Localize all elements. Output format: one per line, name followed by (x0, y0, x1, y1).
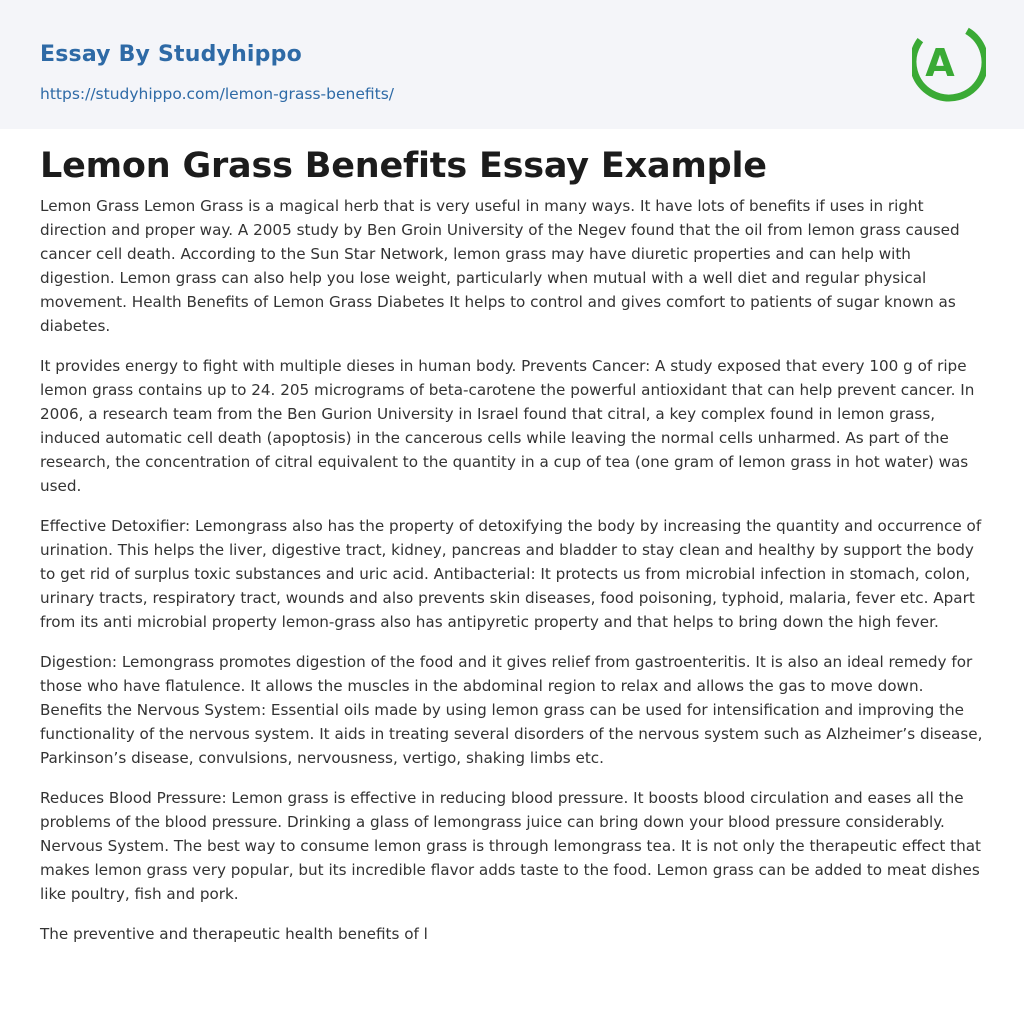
essay-paragraph: Effective Detoxifier: Lemongrass also has the property of detoxifying the body by increasing the quantity and occurrence of urination. This helps the liver, digestive tract, kidney, pancreas and bladder to stay clean and healthy by support the body to get rid of surplus toxic substances and uric acid. Antibacterial: It protects us from microbial infection in stomach, colon, urinary tracts, respiratory tract, wounds and also prevents skin diseases, food poisoning, typhoid, malaria, fever etc. Apart from its anti microbial property lemon-grass also has antipyretic property and that helps to bring down the high fever. (40, 517, 982, 631)
essay-body (40, 194, 986, 962)
essay-title: Lemon Grass Benefits Essay Example (40, 146, 767, 186)
brand-name[interactable]: Essay By Studyhippo (40, 42, 302, 67)
site-header (0, 0, 1024, 129)
essay-paragraph: The preventive and therapeutic health benefits of l (40, 925, 428, 943)
page-url-link[interactable]: https://studyhippo.com/lemon-grass-benefits/ (40, 85, 394, 103)
essay-paragraph: It provides energy to fight with multiple dieses in human body. Prevents Cancer: A study exposed that every 100 g of ripe lemon grass contains up to 24. 205 micrograms of beta-carotene the powerful antioxidant that can help prevent cancer. In 2006, a research team from the Ben Gurion University in Israel found that citral, a key complex found in lemon grass, induced automatic cell death (apoptosis) in the cancerous cells while leaving the normal cells unharmed. As part of the research, the concentration of citral equivalent to the quantity in a cup of tea (one gram of lemon grass in hot water) was used. (40, 357, 975, 495)
essay-paragraph: Digestion: Lemongrass promotes digestion of the food and it gives relief from gastroenteritis. It is also an ideal remedy for those who have flatulence. It allows the muscles in the abdominal region to relax and allows the gas to move down. Benefits the Nervous System: Essential oils made by using lemon grass can be used for intensification and improving the functionality of the nervous system. It aids in treating several disorders of the nervous system such as Alzheimer’s disease, Parkinson’s disease, convulsions, nervousness, vertigo, shaking limbs etc. (40, 653, 983, 767)
svg-text:A: A (925, 41, 955, 85)
essay-paragraph: Lemon Grass Lemon Grass is a magical herb that is very useful in many ways. It have lots of benefits if uses in right direction and proper way. A 2005 study by Ben Groin University of the Negev found that the oil from lemon grass caused cancer cell death. According to the Sun Star Network, lemon grass may have diuretic properties and can help with digestion. Lemon grass can also help you lose weight, particularly when mutual with a well diet and regular physical movement. Health Benefits of Lemon Grass Diabetes It helps to control and gives comfort to patients of sugar known as diabetes. (40, 197, 960, 335)
studyhippo-logo-icon[interactable] (912, 19, 986, 105)
essay-paragraph: Reduces Blood Pressure: Lemon grass is effective in reducing blood pressure. It boosts blood circulation and eases all the problems of the blood pressure. Drinking a glass of lemongrass juice can bring down your blood pressure considerably. Nervous System. The best way to consume lemon grass is through lemongrass tea. It is not only the therapeutic effect that makes lemon grass very popular, but its incredible flavor adds taste to the food. Lemon grass can be added to meat dishes like poultry, fish and pork. (40, 789, 982, 903)
